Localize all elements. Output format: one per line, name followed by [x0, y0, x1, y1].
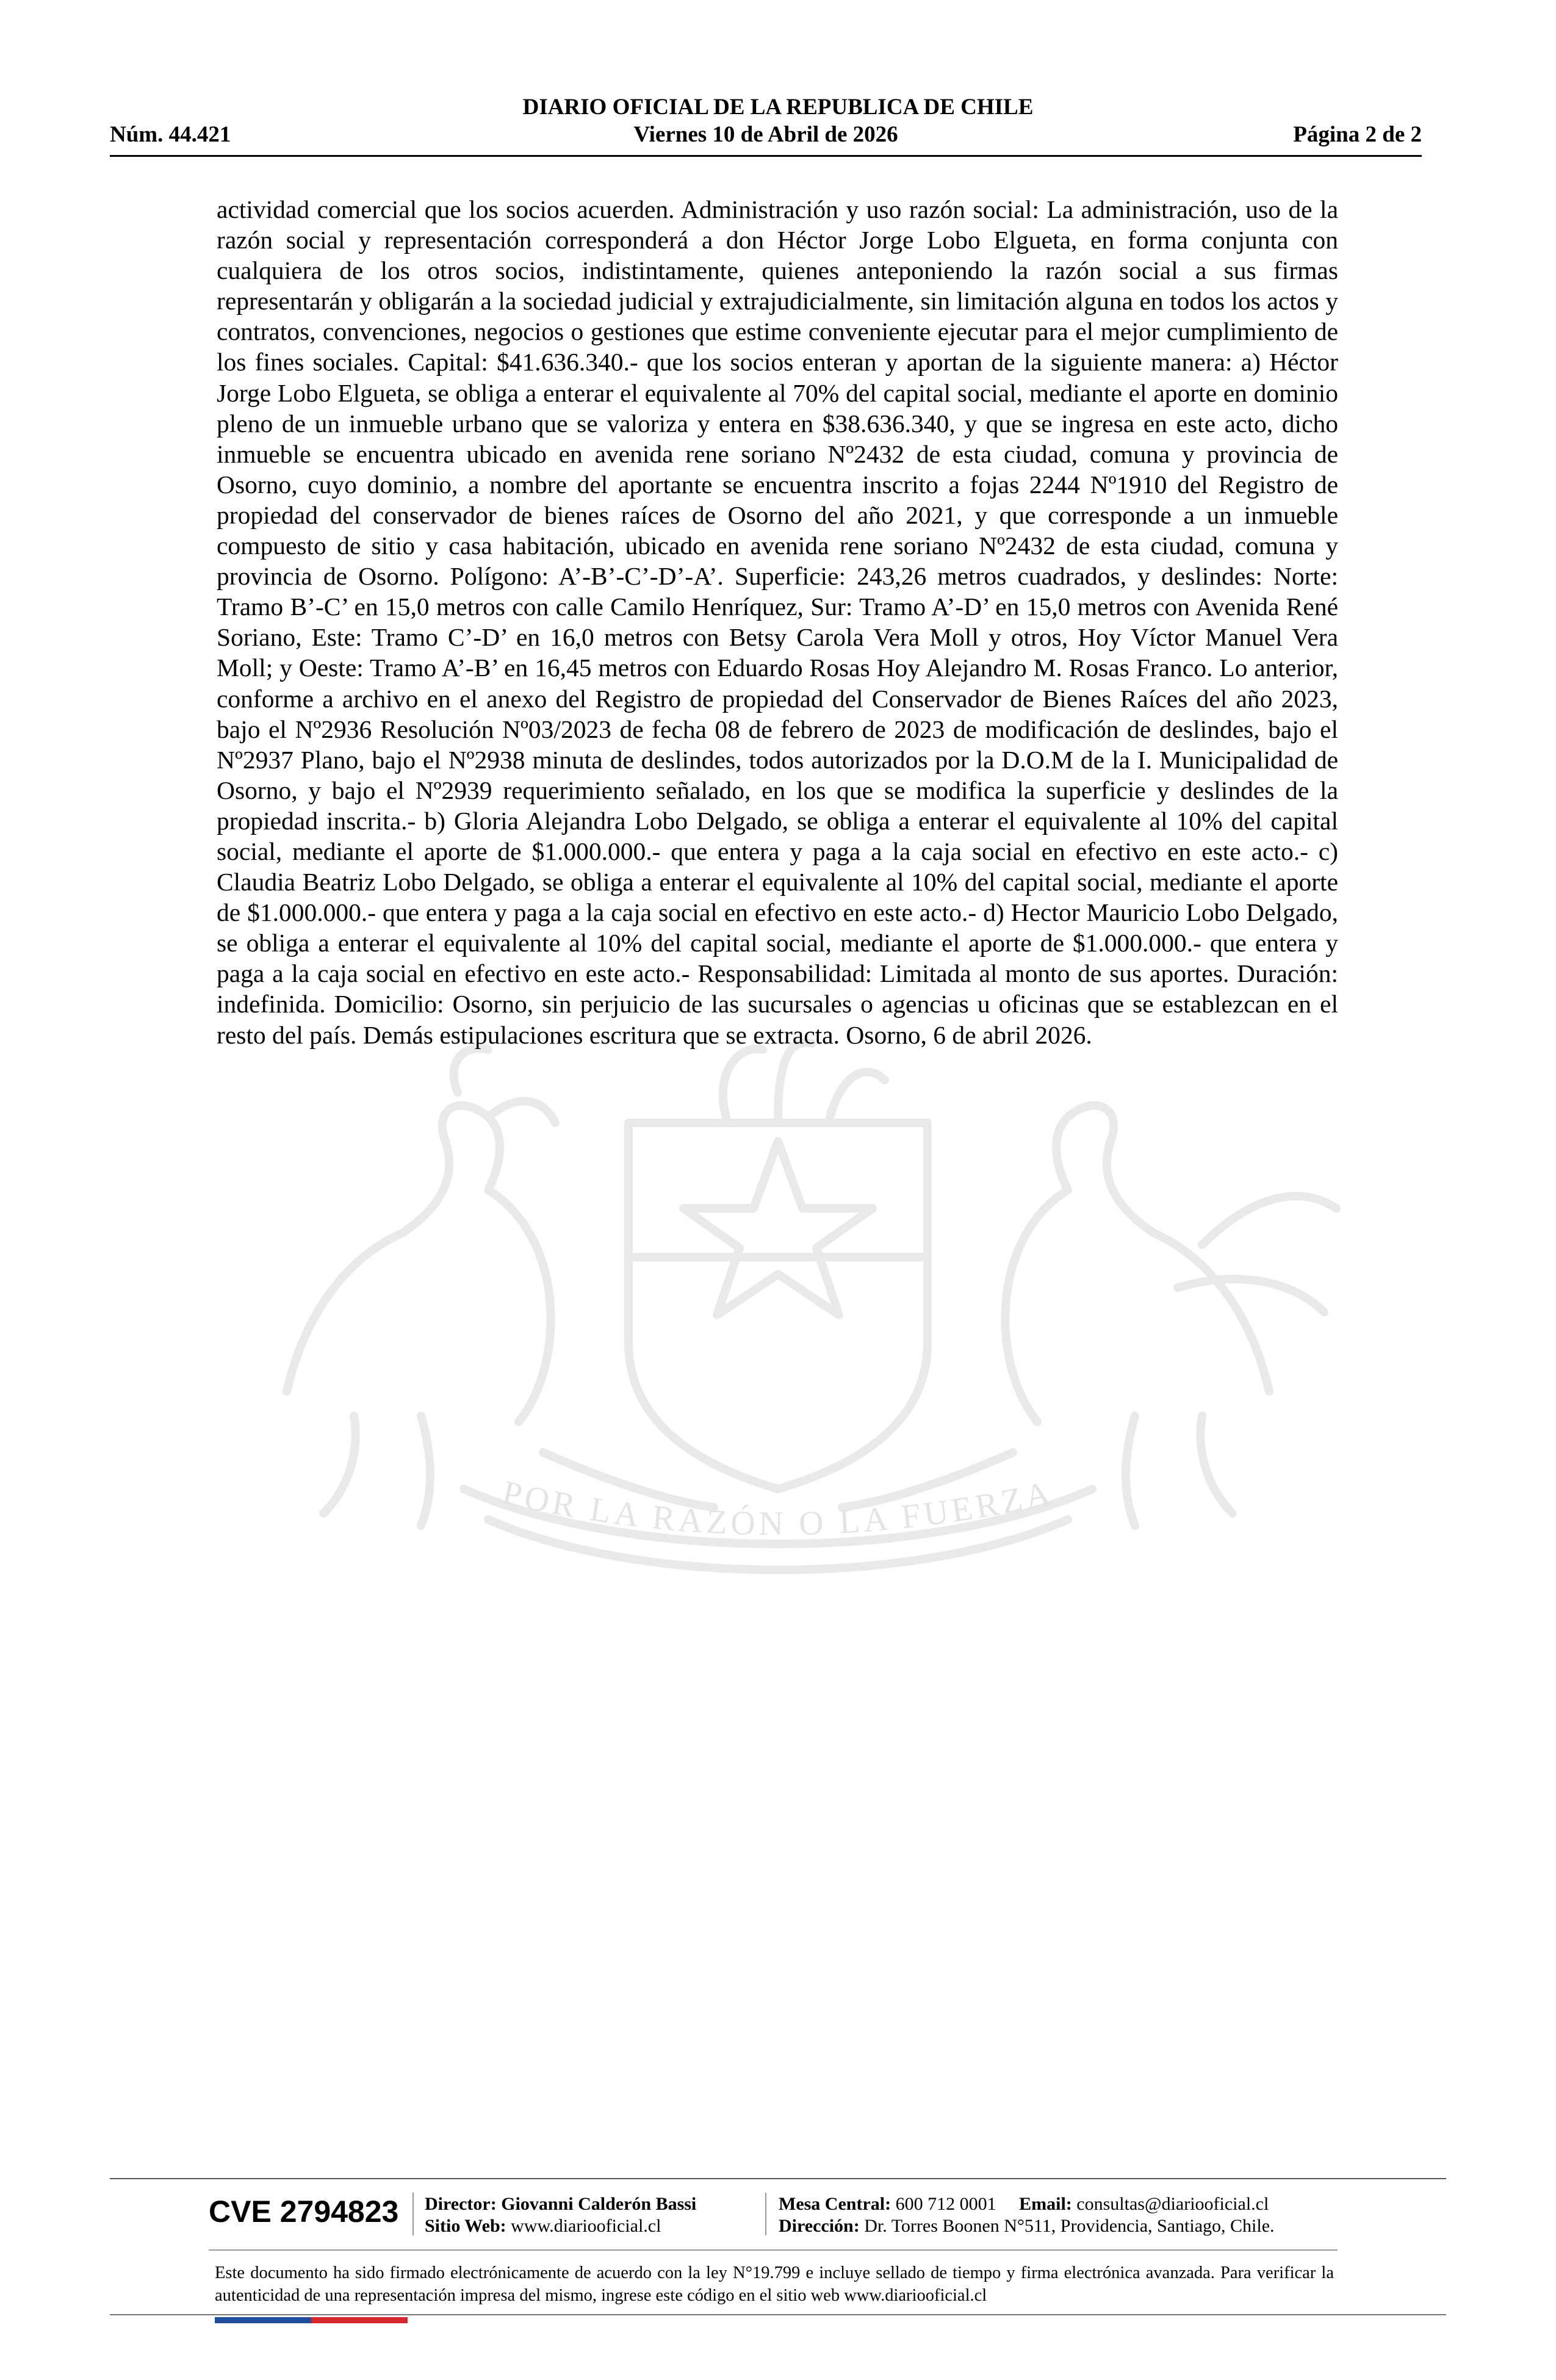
director-name: Giovanni Calderón Bassi — [501, 2194, 697, 2214]
signature-notice: Este documento ha sido firmado electrónicamente de acuerdo con la ley N°19.799 e incluye sellado de tiempo y firma electrónica avanzada. Para verificar la autenticidad de una representación impresa del mismo, ingrese este código en el sitio web www.diariooficial.cl — [215, 2263, 1334, 2305]
publication-title: DIARIO OFICIAL DE LA REPUBLICA DE CHILE — [522, 95, 1034, 120]
website-label: Sitio Web: — [425, 2216, 506, 2236]
issue-date: Viernes 10 de Abril de 2026 — [633, 122, 898, 147]
mesa-central-label: Mesa Central: — [779, 2194, 891, 2214]
flag-stripe-blue — [215, 2317, 311, 2323]
flag-stripe — [215, 2317, 408, 2323]
footer-director-block — [425, 2193, 696, 2237]
flag-stripe-red — [311, 2317, 408, 2323]
website-link[interactable]: www.diariooficial.cl — [511, 2216, 661, 2236]
svg-text:POR LA RAZÓN O LA FUERZA — [499, 1474, 1057, 1543]
footer-divider-top — [110, 2178, 1446, 2179]
email-label: Email: — [1019, 2194, 1072, 2214]
issue-number: Núm. 44.421 — [110, 122, 231, 147]
email-link[interactable]: consultas@diariooficial.cl — [1076, 2194, 1269, 2214]
motto-text: POR LA RAZÓN O LA FUERZA — [499, 1473, 1057, 1543]
article-body: actividad comercial que los socios acuerden. Administración y uso razón social: La administración, uso de la razón social y representación corresponderá a don Héctor Jorge Lobo Elgueta, en forma conjunta con cualquiera de los otros socios, indistintamente, quienes anteponiendo la razón social a sus firmas representarán y obligarán a la sociedad judicial y extrajudicialmente, sin limitación alguna en todos los actos y contratos, convenciones, negocios o gestiones que estime conveniente ejecutar para el mejor cumplimiento de los fines sociales. Capital: $41.636.340.- que los socios enteran y aportan de la siguiente manera: a) Héctor Jorge Lobo Elgueta, se obliga a enterar el equivalente al 70% del capital social, mediante el aporte en dominio pleno de un inmueble urbano que se valoriza y entera en $38.636.340, y que se ingresa en este acto, dicho inmueble se encuentra ubicado en avenida rene soriano Nº2432 de esta ciudad, comuna y provincia de Osorno, cuyo dominio, a nombre del aportante se encuentra inscrito a fojas 2244 Nº1910 del Registro de propiedad del conservador de bienes raíces de Osorno del año 2021, y que corresponde a un inmueble compuesto de sitio y casa habitación, ubicado en avenida rene soriano Nº2432 de esta ciudad, comuna y provincia de Osorno. Polígono: A’-B’-C’-D’-A’. Superficie: 243,26 metros cuadrados, y deslindes: Norte: Tramo B’-C’ en 15,0 metros con calle Camilo Henríquez, Sur: Tramo A’-D’ en 15,0 metros con Avenida René Soriano, Este: Tramo C’-D’ en 16,0 metros con Betsy Carola Vera Moll y otros, Hoy Víctor Manuel Vera Moll; y Oeste: Tramo A’-B’ en 16,45 metros con Eduardo Rosas Hoy Alejandro M. Rosas Franco. Lo anterior, conforme a archivo en el anexo del Registro de propiedad del Conservador de Bienes Raíces del año 2023, bajo el Nº2936 Resolución Nº03/2023 de fecha 08 de febrero de 2023 de modificación de deslindes, bajo el Nº2937 Plano, bajo el Nº2938 minuta de deslindes, todos autorizados por la D.O.M de la I. Municipalidad de Osorno, y bajo el Nº2939 requerimiento señalado, en los que se modifica la superficie y deslindes de la propiedad inscrita.- b) Gloria Alejandra Lobo Delgado, se obliga a enterar el equivalente al 10% del capital social, mediante el aporte de $1.000.000.- que entera y paga a la caja social en efectivo en este acto.- c) Claudia Beatriz Lobo Delgado, se obliga a enterar el equivalente al 10% del capital social, mediante el aporte de $1.000.000.- que entera y paga a la caja social en efectivo en este acto.- d) Hector Mauricio Lobo Delgado, se obliga a enterar el equivalente al 10% del capital social, mediante el aporte de $1.000.000.- que entera y paga a la caja social en efectivo en este acto.- Responsabilidad: Limitada al monto de sus aportes. Duración: indefinida. Domicilio: Osorno, sin perjuicio de las sucursales o agencias u oficinas que se establezcan en el resto del país. Demás estipulaciones escritura que se extracta. Osorno, 6 de abril 2026. — [217, 195, 1338, 1049]
footer-contact-block — [779, 2193, 1275, 2237]
address-label: Dirección: — [779, 2216, 860, 2236]
footer-separator — [765, 2193, 766, 2235]
mesa-central-phone: 600 712 0001 — [895, 2194, 996, 2214]
director-label: Director: — [425, 2194, 497, 2214]
cve-code: CVE 2794823 — [209, 2194, 399, 2229]
header-divider — [110, 155, 1422, 157]
coat-of-arms-watermark-icon — [201, 1025, 1355, 1635]
footer-divider-bottom — [110, 2314, 1446, 2315]
page-indicator: Página 2 de 2 — [1293, 122, 1422, 147]
footer-separator — [412, 2193, 414, 2235]
footer-divider-middle — [209, 2249, 1338, 2251]
header-row — [110, 121, 1422, 149]
address-value: Dr. Torres Boonen N°511, Providencia, Santiago, Chile. — [864, 2216, 1275, 2236]
